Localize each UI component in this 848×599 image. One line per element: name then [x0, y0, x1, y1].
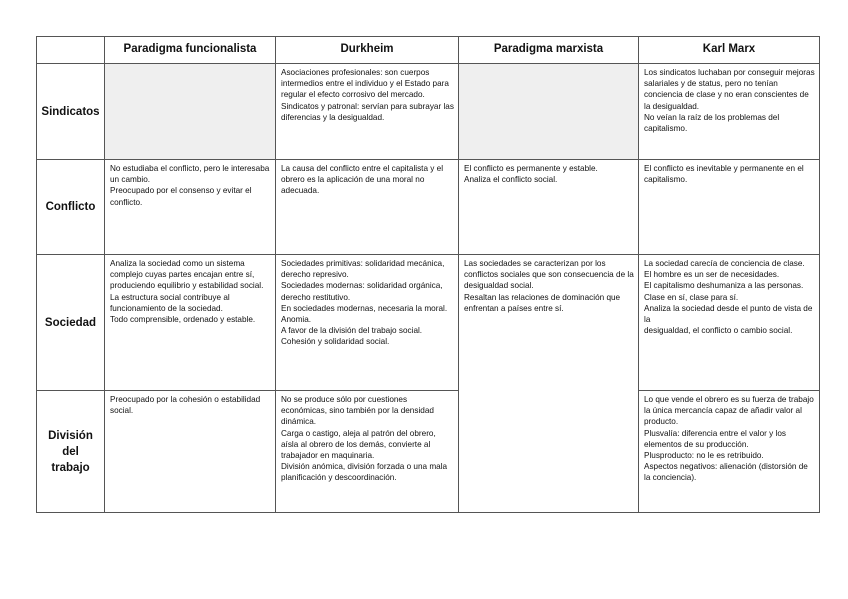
cell-division-marx: Lo que vende el obrero es su fuerza de trabajo la única mercancía capaz de añadir valor al producto. Plusvalía: diferencia entre el valor y los elementos de su producción. Plusproducto: no le es retribuido. Aspectos negativos: alienación (distorsión de la conciencia).: [639, 391, 820, 513]
cell-sociedad-marx: La sociedad carecía de conciencia de clase. El hombre es un ser de necesidades. El capitalismo deshumaniza a las personas. Clase en sí, clase para sí. Analiza la sociedad desde el punto de vista de la desigualdad, el conflicto o cambio social.: [639, 255, 820, 391]
cell-division-durkheim: No se produce sólo por cuestiones económicas, sino también por la densidad dinámica. Carga o castigo, aleja al patrón del obrero, aísla al obrero de los demás, convierte al trabajador en maquinaria. División anómica, división forzada o una mala planificación y descoordinación.: [276, 391, 459, 513]
table-row: [37, 64, 820, 160]
cell-conflicto-durkheim: La causa del conflicto entre el capitalista y el obrero es la aplicación de una moral no adecuada.: [276, 160, 459, 255]
cell-sociedad-marxista: Las sociedades se caracterizan por los conflictos sociales que son consecuencia de la desigualdad social. Resaltan las relaciones de dominación que enfrentan a países entre sí.: [459, 255, 639, 513]
cell-conflicto-marxista: El conflicto es permanente y estable. Analiza el conflicto social.: [459, 160, 639, 255]
cell-sindicatos-marx: Los sindicatos luchaban por conseguir mejoras salariales y de status, pero no tenían conciencia de clase y no eran conscientes de la desigualdad. No veían la raíz de los problemas del capitalismo.: [639, 64, 820, 160]
header-karl-marx: Karl Marx: [639, 37, 820, 64]
table-row: [37, 391, 820, 513]
header-durkheim: Durkheim: [276, 37, 459, 64]
cell-sociedad-durkheim: Sociedades primitivas: solidaridad mecánica, derecho represivo. Sociedades modernas: solidaridad orgánica, derecho restitutivo. En sociedades modernas, necesaria la moral. Anomia. A favor de la división del trabajo social. Cohesión y solidaridad social.: [276, 255, 459, 391]
cell-sindicatos-funcionalista: [105, 64, 276, 160]
table-row: [37, 255, 820, 391]
row-label-division-del-trabajo: División del trabajo: [37, 391, 105, 513]
header-row: [37, 37, 820, 64]
cell-sindicatos-marxista: [459, 64, 639, 160]
row-label-conflicto: Conflicto: [37, 160, 105, 255]
cell-sociedad-funcionalista: Analiza la sociedad como un sistema complejo cuyas partes encajan entre sí, produciendo equilibrio y estabilidad social. La estructura social contribuye al funcionamiento de la sociedad. Todo comprensible, ordenado y estable.: [105, 255, 276, 391]
row-label-sociedad: Sociedad: [37, 255, 105, 391]
cell-conflicto-funcionalista: No estudiaba el conflicto, pero le interesaba un cambio. Preocupado por el consenso y evitar el conflicto.: [105, 160, 276, 255]
table-row: [37, 160, 820, 255]
cell-sindicatos-durkheim: Asociaciones profesionales: son cuerpos intermedios entre el individuo y el Estado para regular el efecto corrosivo del mercado. Sindicatos y patronal: servían para subrayar las diferencias y la desigualdad.: [276, 64, 459, 160]
header-paradigma-funcionalista: Paradigma funcionalista: [105, 37, 276, 64]
header-paradigma-marxista: Paradigma marxista: [459, 37, 639, 64]
comparison-table: [36, 36, 820, 513]
cell-division-funcionalista: Preocupado por la cohesión o estabilidad social.: [105, 391, 276, 513]
corner-cell: [37, 37, 105, 64]
cell-conflicto-marx: El conflicto es inevitable y permanente en el capitalismo.: [639, 160, 820, 255]
row-label-sindicatos: Sindicatos: [37, 64, 105, 160]
